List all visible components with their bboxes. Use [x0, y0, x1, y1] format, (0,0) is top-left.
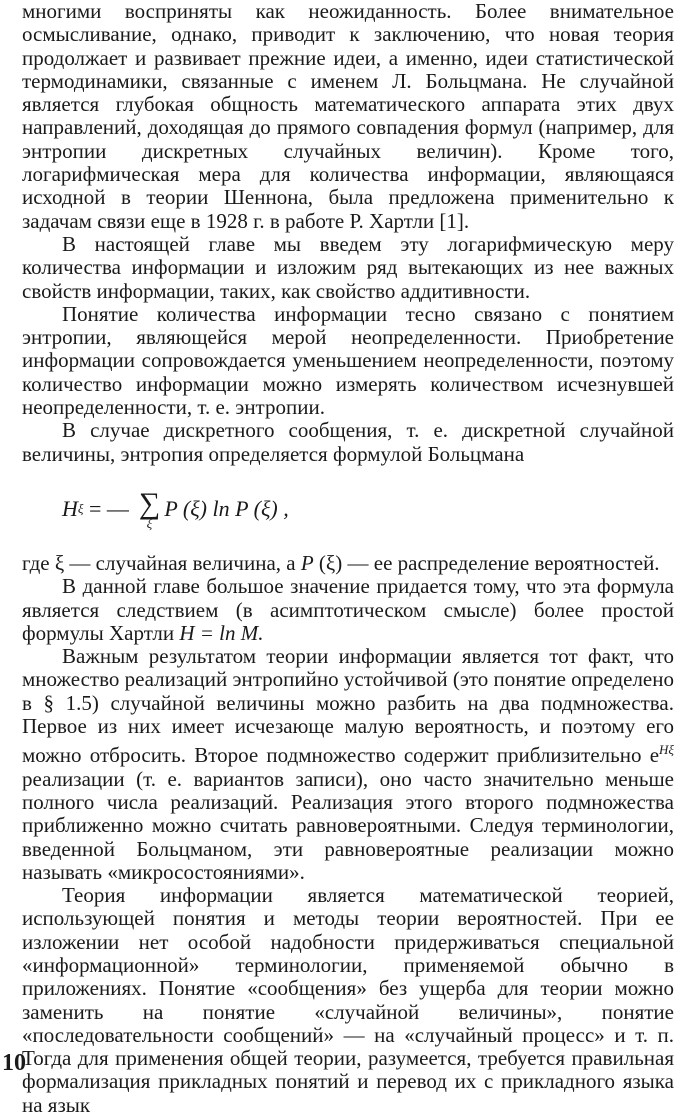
paragraph-2: В настоящей главе мы введем эту логарифмическую меру количества информации и изложим ряд вытекающих из нее важных свойств информации, таких, как свойство аддитивности.: [22, 231, 674, 303]
body-text: [22, 0, 674, 1117]
boltzmann-formula: [22, 466, 674, 552]
p5-text-b: (ξ) — ее распределение вероятностей.: [313, 550, 660, 575]
p7-exponent: Hξ: [659, 742, 674, 758]
page-number: 10: [2, 1050, 26, 1076]
paragraph-6: [22, 575, 674, 645]
formula-sum: [136, 486, 162, 531]
p7-text-a: Важным результатом теории информации является тот факт, что множество реализаций энтропийно устойчивой (это понятие определено в § 1.5) случайной величины можно разбить на два подмножества. Первое из них имеет исчезающе малую вероятность, и поэтому его можно отбросить. Второе подмножество содержит приблизительно e: [22, 644, 674, 768]
formula-rhs: P (ξ) ln P (ξ) ,: [164, 496, 289, 522]
hartley-formula: H = ln M.: [179, 620, 264, 645]
p5-p-symbol: P: [300, 550, 314, 575]
formula-lhs: H: [62, 496, 78, 522]
paragraph-3: Понятие количества информации тесно связано с понятием энтропии, являющейся мерой неопределенности. Приобретение информации сопровождается уменьшением неопределенности, поэтому количество информации можно измерять количеством исчезнувшей неопределенности, т. е. энтропии.: [22, 301, 674, 420]
paragraph-8: Теория информации является математической теорией, использующей понятия и методы теории вероятностей. При ее изложении нет особой надобности придерживаться специальной «информационной» терминологии, применяемой обычно в приложениях. Понятие «сообщения» без ущерба для теории можно заменить на понятие «случайной величины», понятие «последовательности сообщений» — на «случайный процесс» и т. п. Тогда для применения общей теории, разумеется, требуется правильная формализация прикладных понятий и перевод их с прикладного языка на язык: [22, 883, 674, 1117]
sigma-sub: ξ: [146, 515, 153, 531]
paragraph-4: В случае дискретного сообщения, т. е. дискретной случайной величины, энтропия определяется формулой Больцмана: [22, 418, 674, 466]
formula-lhs-sub: ξ: [77, 501, 84, 517]
paragraph-5: [22, 552, 674, 575]
p5-text-a: где ξ — случайная величина, а: [22, 550, 301, 575]
paragraph-1: многими восприняты как неожиданность. Более внимательное осмысливание, однако, приводит к заключению, что новая теория продолжает и развивает прежние идеи, а именно, идеи статистической термодинамики, связанные с именем Л. Больцмана. Не случайной является глубокая общность математического аппарата этих двух направлений, доходящая до прямого совпадения формул (например, для энтропии дискретных случайных величин). Кроме того, логарифмическая мера для количества информации, являющаяся исходной в теории Шеннона, была предложена применительно к задачам связи еще в 1928 г. в работе Р. Хартли [1].: [22, 0, 674, 233]
p7-text-b: реализации (т. е. вариантов записи), оно часто значительно меньше полного числа реализаций. Реализация этого второго подмножества приближенно можно считать равновероятными. Следуя терминологии, введенной Больцманом, эти равновероятные реализации можно называть «микросостояниями».: [22, 766, 674, 884]
sigma-symbol: ∑: [138, 486, 161, 520]
formula-eq: = —: [83, 496, 135, 522]
p6-text: В данной главе большое значение придается тому, что эта формула является следствием (в асимптотическом смысле) более простой формулы Хартли: [22, 574, 674, 645]
paragraph-7: [22, 645, 674, 884]
